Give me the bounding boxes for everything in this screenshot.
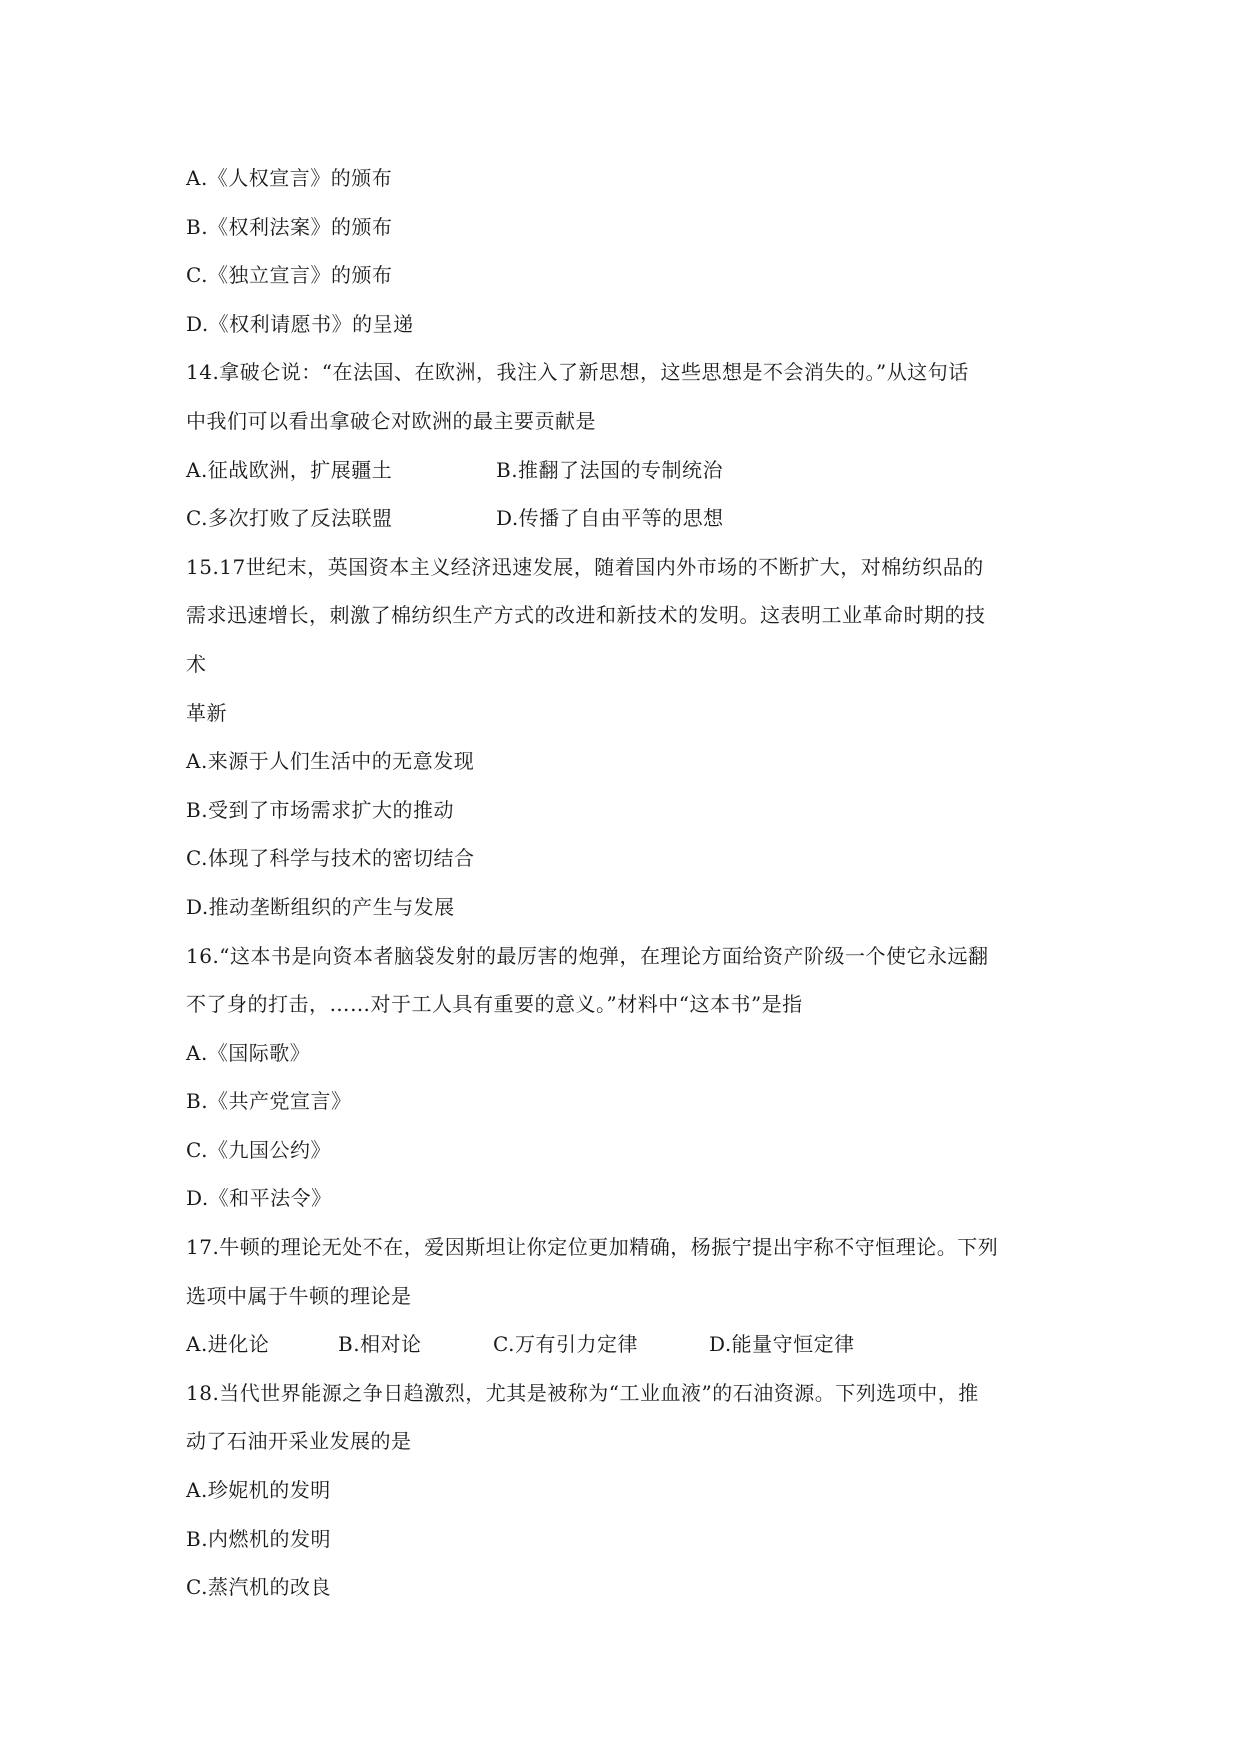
q13-option-d: D.《权利请愿书》的呈递 <box>186 311 414 336</box>
q14-option-b: B.推翻了法国的专制统治 <box>496 457 724 482</box>
q18-stem-line-2: 动了石油开采业发展的是 <box>186 1429 412 1454</box>
q15-stem-line-3: 术 <box>186 651 207 676</box>
q17-option-a: A.进化论 <box>186 1332 270 1357</box>
q17-options-row <box>186 1320 1066 1369</box>
q17-option-c: C.万有引力定律 <box>493 1332 638 1357</box>
q16-stem-line-1: 16.“这本书是向资本者脑袋发射的最厉害的炮弹，在理论方面给资产阶级一个使它永远翻 <box>186 943 989 968</box>
q14-stem-line-1: 14.拿破仑说：“在法国、在欧洲，我注入了新思想，这些思想是不会消失的。”从这句话 <box>186 360 969 385</box>
q16-option-c: C.《九国公约》 <box>186 1137 331 1162</box>
q16-option-b: B.《共产党宣言》 <box>186 1089 352 1114</box>
q15-stem-line-2: 需求迅速增长，刺激了棉纺织生产方式的改进和新技术的发明。这表明工业革命时期的技 <box>186 603 986 628</box>
q13-option-c: C.《独立宣言》的颁布 <box>186 263 393 288</box>
q14-options-row-2 <box>186 494 1066 543</box>
q18-option-c: C.蒸汽机的改良 <box>186 1575 331 1600</box>
q13-option-b: B.《权利法案》的颁布 <box>186 214 393 239</box>
q15-option-a: A.来源于人们生活中的无意发现 <box>186 749 475 774</box>
q15-stem-line-4: 革新 <box>186 700 227 725</box>
q14-option-a: A.征战欧洲，扩展疆土 <box>186 457 393 482</box>
q17-option-b: B.相对论 <box>338 1332 422 1357</box>
q14-option-c: C.多次打败了反法联盟 <box>186 506 393 531</box>
q15-stem-line-1: 15.17世纪末，英国资本主义经济迅速发展，随着国内外市场的不断扩大，对棉纺织品的 <box>186 554 984 579</box>
q13-option-a: A.《人权宣言》的颁布 <box>186 166 393 190</box>
q16-option-a: A.《国际歌》 <box>186 1040 311 1065</box>
document-page <box>186 154 1066 1612</box>
q15-option-d: D.推动垄断组织的产生与发展 <box>186 894 455 919</box>
q18-option-a: A.珍妮机的发明 <box>186 1478 331 1503</box>
q16-option-d: D.《和平法令》 <box>186 1186 332 1211</box>
q16-stem-line-2: 不了身的打击，……对于工人具有重要的意义。”材料中“这本书”是指 <box>186 992 803 1017</box>
q17-stem-line-2: 选项中属于牛顿的理论是 <box>186 1283 412 1308</box>
q17-option-d: D.能量守恒定律 <box>709 1332 855 1357</box>
q14-option-d: D.传播了自由平等的思想 <box>496 506 724 531</box>
q18-option-b: B.内燃机的发明 <box>186 1526 332 1551</box>
q14-stem-line-2: 中我们可以看出拿破仑对欧洲的最主要贡献是 <box>186 408 596 433</box>
q18-stem-line-1: 18.当代世界能源之争日趋激烈，尤其是被称为“工业血液”的石油资源。下列选项中，推 <box>186 1380 979 1405</box>
q15-option-c: C.体现了科学与技术的密切结合 <box>186 846 475 871</box>
q17-stem-line-1: 17.牛顿的理论无处不在，爱因斯坦让你定位更加精确，杨振宁提出宇称不守恒理论。下列 <box>186 1235 999 1260</box>
q15-option-b: B.受到了市场需求扩大的推动 <box>186 797 455 822</box>
q14-options-row-1 <box>186 446 1066 495</box>
